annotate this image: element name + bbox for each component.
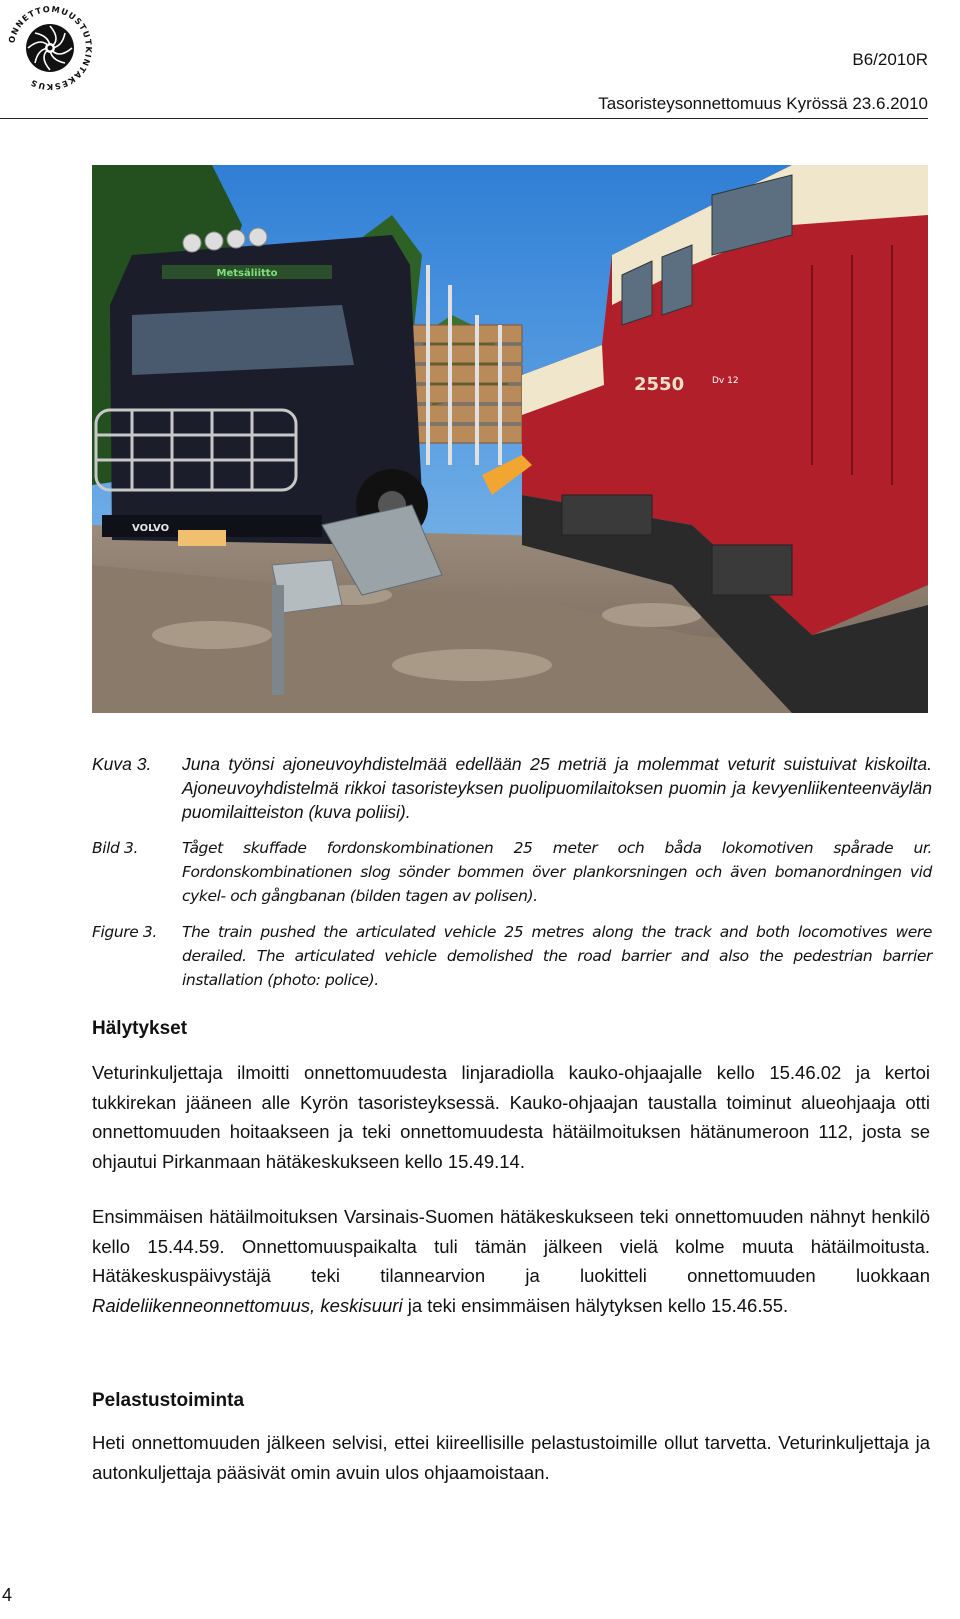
paragraph: [92, 1202, 930, 1320]
caption-finnish: [92, 752, 932, 824]
caption-text: Juna työnsi ajoneuvoyhdistelmää edellään 25 metriä ja molemmat veturit suistuivat kiskoilta. Ajoneuvoyhdistelmä rikkoi tasoristeyksen puolipuomilaitoksen puomin ja kevyenliikenteenväylän puomilaitteiston (kuva poliisi).: [182, 754, 932, 822]
incident-classification: Raideliikenneonnettomuus, keskisuuri: [92, 1294, 403, 1316]
caption-label: Bild 3.: [92, 839, 139, 857]
caption-label: Figure 3.: [92, 923, 157, 941]
locomotive-number: 2550: [634, 374, 685, 395]
caption-english: [92, 920, 932, 992]
caption-label: Kuva 3.: [92, 754, 152, 774]
caption-text: Tåget skuffade fordonskombinationen 25 meter och båda lokomotiven spårade ur. Fordonskombinationen slog sönder bommen över plankorsningen och även bomanordningen vid cykel- och gångbanan (bilden tagen av polisen).: [182, 839, 932, 905]
paragraph: Veturinkuljettaja ilmoitti onnettomuudesta linjaradiolla kauko-ohjaajalle kello 15.46.02 ja kertoi tukkirekan jääneen alle Kyrön tasoristeyksessä. Kauko-ohjaajan taustalla toiminut alueohjaaja otti onnettomuuden hoitaakseen ja teki onnettomuudesta hätäilmoituksen hätänumeroon 112, josta se ohjautui Pirkanmaan hätäkeskukseen kello 15.49.14.: [92, 1062, 930, 1172]
paragraph-text: ja teki ensimmäisen hälytyksen kello 15.46.55.: [402, 1294, 789, 1316]
locomotive-plate: Dv 12: [712, 376, 739, 386]
section-heading-alarms: Hälytykset: [92, 1018, 188, 1039]
caption-swedish: [92, 836, 932, 908]
report-code: B6/2010R: [852, 50, 928, 69]
truck-cab-text: Metsäliitto: [216, 268, 278, 279]
logo-text: ONNETTOMUUSTUTKINTAKESKUS: [6, 3, 95, 93]
truck-brand-label: VOLVO: [132, 523, 170, 534]
paragraph: Heti onnettomuuden jälkeen selvisi, ettei kiireellisille pelastustoimille ollut tarvetta. Veturinkuljettaja ja autonkuljettaja pääsivät omin avuin ulos ohjaamoistaan.: [92, 1432, 930, 1483]
report-title: Tasoristeysonnettomuus Kyrössä 23.6.2010: [598, 94, 928, 113]
accident-photo: [92, 165, 928, 713]
section-heading-rescue: Pelastustoiminta: [92, 1390, 245, 1411]
header-divider: [0, 118, 928, 119]
agency-logo: [4, 2, 96, 94]
page-number: 4: [2, 1585, 13, 1605]
paragraph-text: Ensimmäisen hätäilmoituksen Varsinais-Suomen hätäkeskukseen teki onnettomuuden nähnyt henkilö kello 15.44.59. Onnettomuuspaikalta tuli tämän jälkeen vielä kolme muuta hätäilmoitusta. Hätäkeskuspäivystäjä teki tilannearvion ja luokitteli onnettomuuden luokkaan: [92, 1206, 930, 1286]
caption-text: The train pushed the articulated vehicle 25 metres along the track and both locomotives were derailed. The articulated vehicle demolished the road barrier and also the pedestrian barrier installation (photo: police).: [182, 923, 932, 989]
